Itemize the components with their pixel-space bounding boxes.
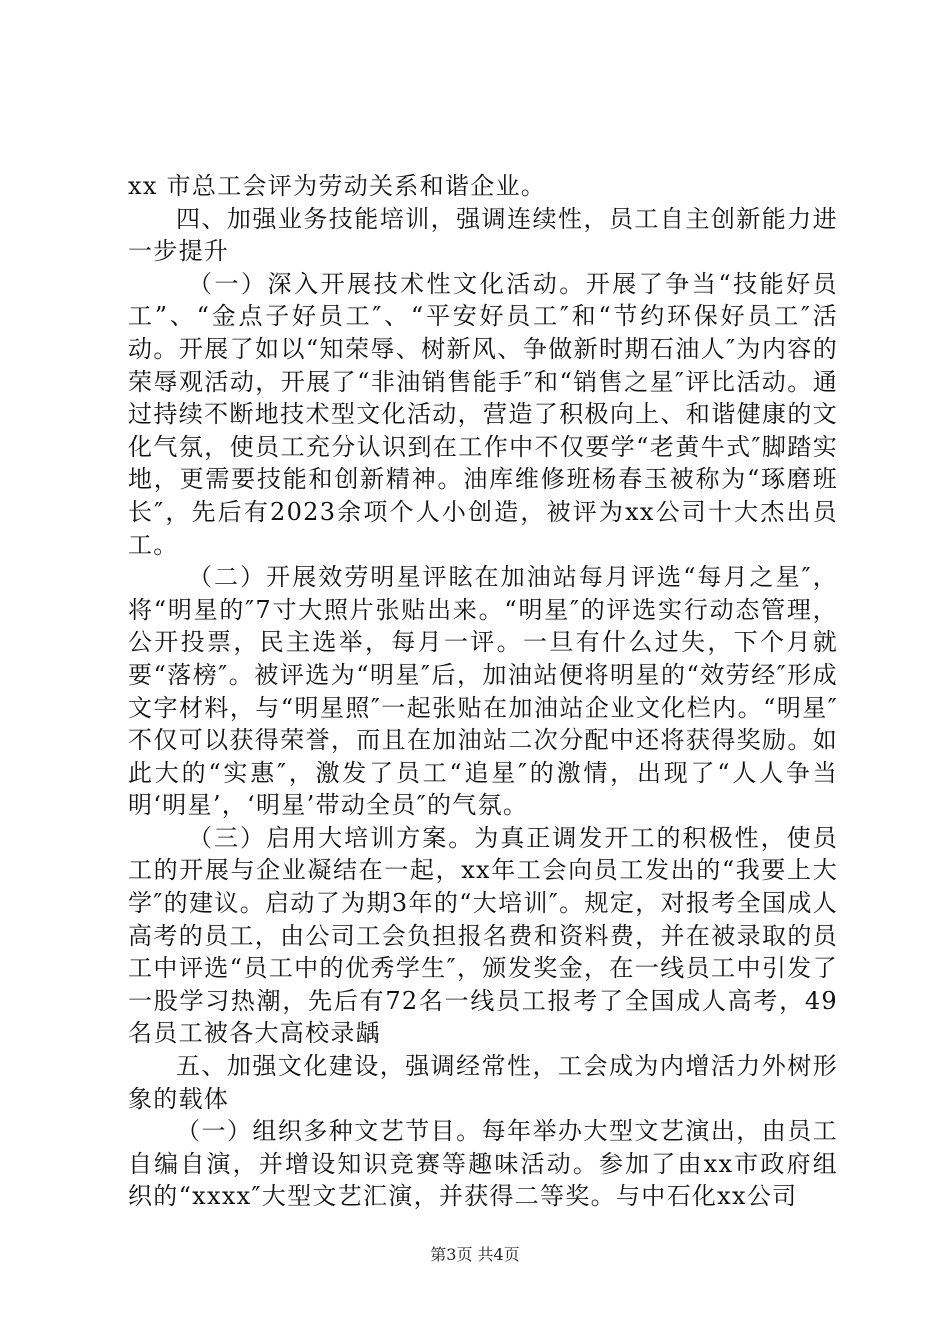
- page-footer: 第3页 共4页: [430, 1245, 520, 1264]
- paragraph-5-1: （一）组织多种文艺节目。每年举办大型文艺演出，由员工自编自演，并增设知识竞赛等趣味活动。参加了由xx市政府组织的“xxxx″大型文艺汇演，并获得二等奖。与中石化xx公司: [128, 1117, 838, 1211]
- document-body: [128, 170, 838, 1213]
- paragraph-4-3: （三）启用大培训方案。为真正调发开工的积极性，使员工的开展与企业凝结在一起，xx年工会向员工发出的“我要上大学″的建议。启动了为期3年的“大培训″。规定，对报考全国成人高考的员工，由公司工会负担报名费和资料费，并在被录取的员工中评选“员工中的优秀学生″，颁发奖金，在一线员工中引发了一股学习热潮，先后有72名一线员工报考了全国成人高考，49名员工被各大高校录龋: [128, 823, 838, 1048]
- paragraph-continuation: xx 市总工会评为劳动关系和谐企业。: [128, 172, 547, 200]
- paragraph-4-2: （二）开展效劳明星评眩在加油站每月评选“每月之星″，将“明星的″7寸大照片张贴出来。“明星″的评选实行动态管理，公开投票，民主选举，每月一评。一旦有什么过失，下个月就要“落榜″。被评选为“明星″后，加油站便将明星的“效劳经″形成文字材料，与“明星照″一起张贴在加油站企业文化栏内。“明星″不仅可以获得荣誉，而且在加油站二次分配中还将获得奖励。如此大的“实惠″，激发了员工“追星″的激情，出现了“人人争当明‘明星’，‘明星’带动全员″的气氛。: [128, 563, 838, 820]
- section-heading-five: 五、加强文化建设，强调经常性，工会成为内增活力外树形象的载体: [128, 1052, 838, 1113]
- section-heading-four: 四、加强业务技能培训，强调连续性，员工自主创新能力进一步提升: [128, 204, 838, 266]
- paragraph-4-1: （一）深入开展技术性文化活动。开展了争当“技能好员工”、“金点子好员工″、“平安好员工″和“节约环保好员工″活动。开展了如以“知荣辱、树新风、争做新时期石油人″为内容的荣辱观活动，开展了“非油销售能手″和“销售之星″评比活动。通过持续不断地技术型文化活动，营造了积极向上、和谐健康的文化气氛，使员工充分认识到在工作中不仅要学“老黄牛式″脚踏实地，更需要技能和创新精神。油库维修班杨春玉被称为“琢磨班长″，先后有2023余项个人小创造，被评为xx公司十大杰出员工。: [128, 269, 838, 559]
